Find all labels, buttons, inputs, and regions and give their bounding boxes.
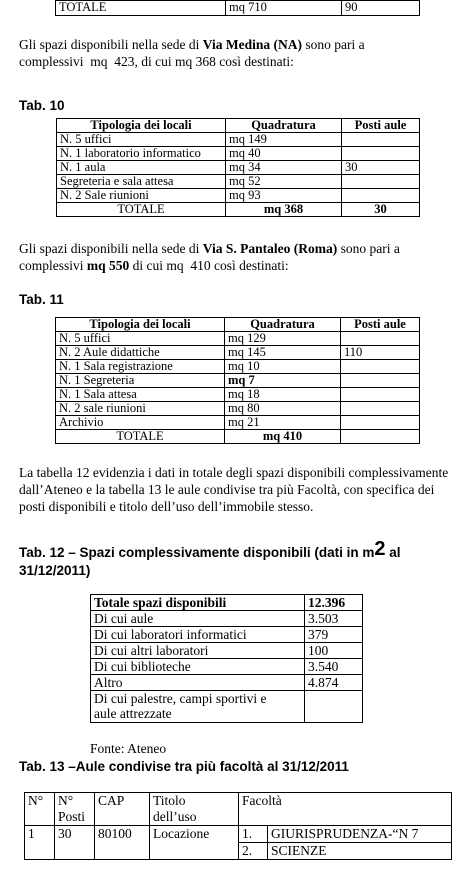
cell: 12.396 xyxy=(305,595,363,611)
text-segment: complessivi xyxy=(19,258,87,273)
col-header-posti xyxy=(55,793,95,826)
cell: 3.503 xyxy=(305,611,363,627)
cell: Di cui biblioteche xyxy=(91,659,305,675)
cell xyxy=(341,388,420,402)
tab10-table xyxy=(56,118,420,217)
cell: N. 1 Sala attesa xyxy=(56,388,225,402)
cell: mq 18 xyxy=(225,388,341,402)
col-header-quadratura: Quadratura xyxy=(226,119,342,133)
cell xyxy=(341,416,420,430)
cell: 4.874 xyxy=(305,675,363,691)
cell: mq 7 xyxy=(225,374,341,388)
cell: 30 xyxy=(342,203,420,217)
cell: Locazione xyxy=(150,826,239,860)
cell xyxy=(305,691,363,723)
tab11-table xyxy=(55,317,420,444)
table-header-row xyxy=(91,595,363,611)
cell: mq 40 xyxy=(226,147,342,161)
cell: mq 149 xyxy=(226,133,342,147)
cell: mq 21 xyxy=(225,416,341,430)
table-row xyxy=(25,826,452,843)
location-name: Via S. Pantaleo (Roma) xyxy=(202,241,338,256)
cell xyxy=(91,691,305,723)
table-row xyxy=(56,1,420,16)
table-row xyxy=(56,360,420,374)
col-header-tipologia: Tipologia dei locali xyxy=(56,318,225,332)
cell: mq 368 xyxy=(226,203,342,217)
tab10-title: Tab. 10 xyxy=(19,98,65,113)
cell: 2. xyxy=(239,843,268,860)
paragraph-line: complessivi mq 423, di cui mq 368 così destinati: xyxy=(19,54,294,69)
paragraph-line xyxy=(19,36,459,53)
table-row xyxy=(56,402,420,416)
col-header-posti: Posti aule xyxy=(341,318,420,332)
table-row xyxy=(57,161,420,175)
cell: mq 145 xyxy=(225,346,341,360)
tab13-title: Tab. 13 –Aule condivise tra più facoltà al 31/12/2011 xyxy=(19,759,349,774)
cell: N. 5 uffici xyxy=(56,332,225,346)
cell: mq 80 xyxy=(225,402,341,416)
cell: GIURISPRUDENZA-“N 7 xyxy=(268,826,452,843)
cell: Totale spazi disponibili xyxy=(91,595,305,611)
cell: Di cui altri laboratori xyxy=(91,643,305,659)
table-header-row xyxy=(25,793,452,826)
cell: 379 xyxy=(305,627,363,643)
table-row xyxy=(91,643,363,659)
text-segment: sono pari a xyxy=(301,37,365,52)
cell: 80100 xyxy=(95,826,150,860)
col-header-cap: CAP xyxy=(95,793,150,826)
cell: mq 10 xyxy=(225,360,341,374)
table-total-row xyxy=(57,203,420,217)
paragraph-line: posti disponibili e titolo dell’uso dell’immobile stesso. xyxy=(19,499,314,514)
paragraph-pantaleo xyxy=(19,240,459,274)
cell: Archivio xyxy=(56,416,225,430)
cell: mq 129 xyxy=(225,332,341,346)
table-row xyxy=(91,659,363,675)
cell: N. 2 Sale riunioni xyxy=(57,189,226,203)
col-header-facolta: Facoltà xyxy=(239,793,452,826)
title-line: 31/12/2011) xyxy=(19,563,91,578)
tab11-title: Tab. 11 xyxy=(19,292,64,307)
total-area: mq 710 xyxy=(226,1,342,16)
cell: 3.540 xyxy=(305,659,363,675)
col-header-tipologia: Tipologia dei locali xyxy=(57,119,226,133)
title-line xyxy=(19,540,464,562)
text-segment: Gli spazi disponibili nella sede di xyxy=(19,241,203,256)
table-header-row xyxy=(57,119,420,133)
table-row xyxy=(56,332,420,346)
table-row xyxy=(91,611,363,627)
table-row xyxy=(56,346,420,360)
table-row xyxy=(56,374,420,388)
cell: 1. xyxy=(239,826,268,843)
paragraph-line xyxy=(19,257,459,274)
cell xyxy=(341,402,420,416)
cell: mq 93 xyxy=(226,189,342,203)
tab12-title xyxy=(19,540,464,580)
superscript: 2 xyxy=(374,538,386,560)
cell: N. 2 Aule didattiche xyxy=(56,346,225,360)
table-row xyxy=(57,189,420,203)
table-total-row xyxy=(56,430,420,444)
cell: TOTALE xyxy=(57,203,226,217)
cell: 1 xyxy=(25,826,55,860)
cell xyxy=(341,430,420,444)
cell: N. 1 aula xyxy=(57,161,226,175)
cell: Segreteria e sala attesa xyxy=(57,175,226,189)
col-header-titolo xyxy=(150,793,239,826)
cell: 30 xyxy=(342,161,420,175)
cell: 30 xyxy=(55,826,95,860)
total-seats: 90 xyxy=(342,1,420,16)
cell xyxy=(342,175,420,189)
table-row xyxy=(91,627,363,643)
tab13-table xyxy=(24,792,452,860)
cell: N. 1 Sala registrazione xyxy=(56,360,225,374)
table-row xyxy=(56,388,420,402)
cell-line: Di cui palestre, campi sportivi e xyxy=(94,691,267,706)
tab12-table xyxy=(90,594,363,723)
cell xyxy=(341,360,420,374)
table-row xyxy=(91,691,363,723)
col-header-n: N° xyxy=(25,793,55,826)
text-segment: al xyxy=(385,545,401,560)
cell xyxy=(342,147,420,161)
cell xyxy=(342,133,420,147)
paragraph-medina xyxy=(19,36,459,70)
text-segment: di cui mq 410 così destinati: xyxy=(129,258,289,273)
paragraph-line xyxy=(19,240,459,257)
cell-line: aule attrezzate xyxy=(94,706,172,721)
text-segment: Gli spazi disponibili nella sede di xyxy=(19,37,203,52)
text-segment: mq 550 xyxy=(86,258,130,273)
cell: SCIENZE xyxy=(268,843,452,860)
text-segment: sono pari a xyxy=(337,241,400,256)
cell: Altro xyxy=(91,675,305,691)
table-row xyxy=(57,147,420,161)
cell: 110 xyxy=(341,346,420,360)
location-name: Via Medina (NA) xyxy=(202,37,302,52)
paragraph-line: La tabella 12 evidenzia i dati in totale degli spazi disponibili complessivamente xyxy=(19,465,449,480)
paragraph-line: dall’Ateneo e la tabella 13 le aule condivise tra più Facoltà, con specifica dei xyxy=(19,482,435,497)
cell: N. 1 Segreteria xyxy=(56,374,225,388)
header-line: Posti xyxy=(58,809,86,824)
cell: 100 xyxy=(305,643,363,659)
cell xyxy=(341,374,420,388)
cell: Di cui laboratori informatici xyxy=(91,627,305,643)
source-note: Fonte: Ateneo xyxy=(90,741,167,756)
cell: mq 410 xyxy=(225,430,341,444)
table-header-row xyxy=(56,318,420,332)
paragraph-intro-tab12 xyxy=(19,464,464,515)
top-total-table xyxy=(55,0,420,16)
cell: N. 5 uffici xyxy=(57,133,226,147)
cell: mq 34 xyxy=(226,161,342,175)
header-line: N° xyxy=(58,793,74,808)
cell: N. 2 sale riunioni xyxy=(56,402,225,416)
table-row xyxy=(57,175,420,189)
cell: TOTALE xyxy=(56,430,225,444)
total-label: TOTALE xyxy=(56,1,226,16)
cell xyxy=(342,189,420,203)
table-row xyxy=(56,416,420,430)
header-line: Titolo xyxy=(153,793,186,808)
col-header-posti: Posti aule xyxy=(342,119,420,133)
col-header-quadratura: Quadratura xyxy=(225,318,341,332)
table-row xyxy=(57,133,420,147)
cell xyxy=(341,332,420,346)
table-row xyxy=(91,675,363,691)
cell: N. 1 laboratorio informatico xyxy=(57,147,226,161)
text-segment: Tab. 12 – Spazi complessivamente disponibili (dati in m xyxy=(19,545,375,560)
header-line: dell’uso xyxy=(153,809,197,824)
cell: mq 52 xyxy=(226,175,342,189)
cell: Di cui aule xyxy=(91,611,305,627)
